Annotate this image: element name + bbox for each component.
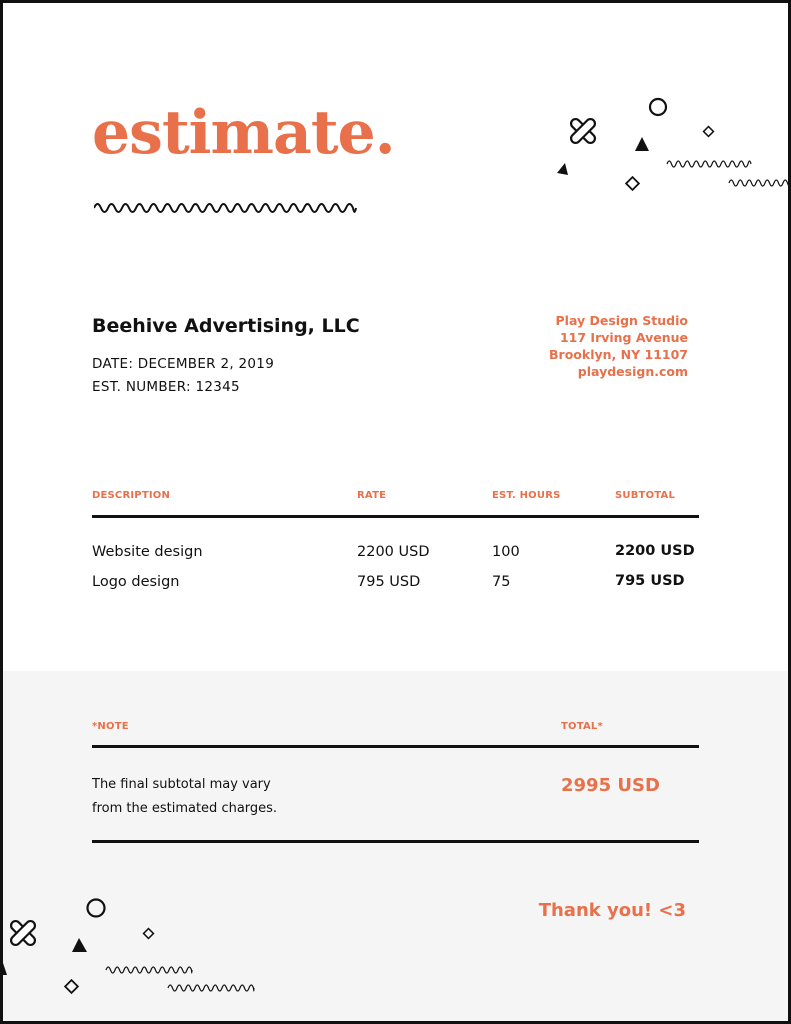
squiggle-line (667, 161, 751, 167)
diamond-icon (626, 177, 639, 190)
row-hours: 75 (492, 574, 511, 590)
decorative-shapes-bottom (3, 893, 263, 1003)
circle-icon (650, 99, 666, 115)
row-hours: 100 (492, 544, 520, 560)
estimate-number: EST. NUMBER: 12345 (92, 379, 240, 395)
estimate-date: DATE: DECEMBER 2, 2019 (92, 356, 275, 372)
total-label: TOTAL* (561, 721, 603, 732)
squiggle-line (106, 967, 192, 973)
triangle-icon (635, 137, 649, 151)
circle-icon (88, 900, 105, 917)
note-label: *NOTE (92, 721, 129, 732)
row-description: Website design (92, 544, 203, 560)
triangle-icon (72, 938, 87, 952)
column-header-description: DESCRIPTION (92, 490, 171, 501)
thank-you-message: Thank you! <3 (538, 900, 686, 921)
triangle-icon (557, 163, 568, 175)
column-header-est-hours: EST. HOURS (492, 490, 561, 501)
summary-bottom-rule (92, 840, 699, 843)
studio-street: 117 Irving Avenue (559, 330, 688, 345)
diamond-icon (144, 929, 154, 939)
triangle-icon (3, 963, 7, 975)
decorative-shapes-top (548, 93, 791, 203)
total-value: 2995 USD (561, 775, 660, 796)
diamond-icon (65, 980, 78, 993)
row-description: Logo design (92, 574, 180, 590)
client-name: Beehive Advertising, LLC (92, 315, 360, 337)
summary-top-rule (92, 745, 699, 748)
row-rate: 795 USD (357, 574, 421, 590)
squiggle-line (168, 985, 254, 991)
title-squiggle-line (94, 199, 358, 217)
row-rate: 2200 USD (357, 544, 430, 560)
diamond-icon (704, 127, 714, 137)
cross-icon (562, 110, 604, 152)
column-header-subtotal: SUBTOTAL (615, 490, 676, 501)
row-subtotal: 795 USD (615, 573, 685, 589)
column-header-rate: RATE (357, 490, 387, 501)
page-title: estimate. (92, 98, 395, 168)
squiggle-line (729, 180, 791, 186)
note-text: The final subtotal may vary from the estimated charges. (92, 777, 278, 816)
studio-website[interactable]: playdesign.com (577, 364, 688, 379)
studio-city: Brooklyn, NY 11107 (549, 347, 688, 362)
studio-name: Play Design Studio (555, 313, 688, 328)
row-subtotal: 2200 USD (615, 543, 695, 559)
cross-icon (2, 912, 44, 954)
table-header-rule (92, 515, 699, 518)
studio-address-block (549, 312, 688, 380)
